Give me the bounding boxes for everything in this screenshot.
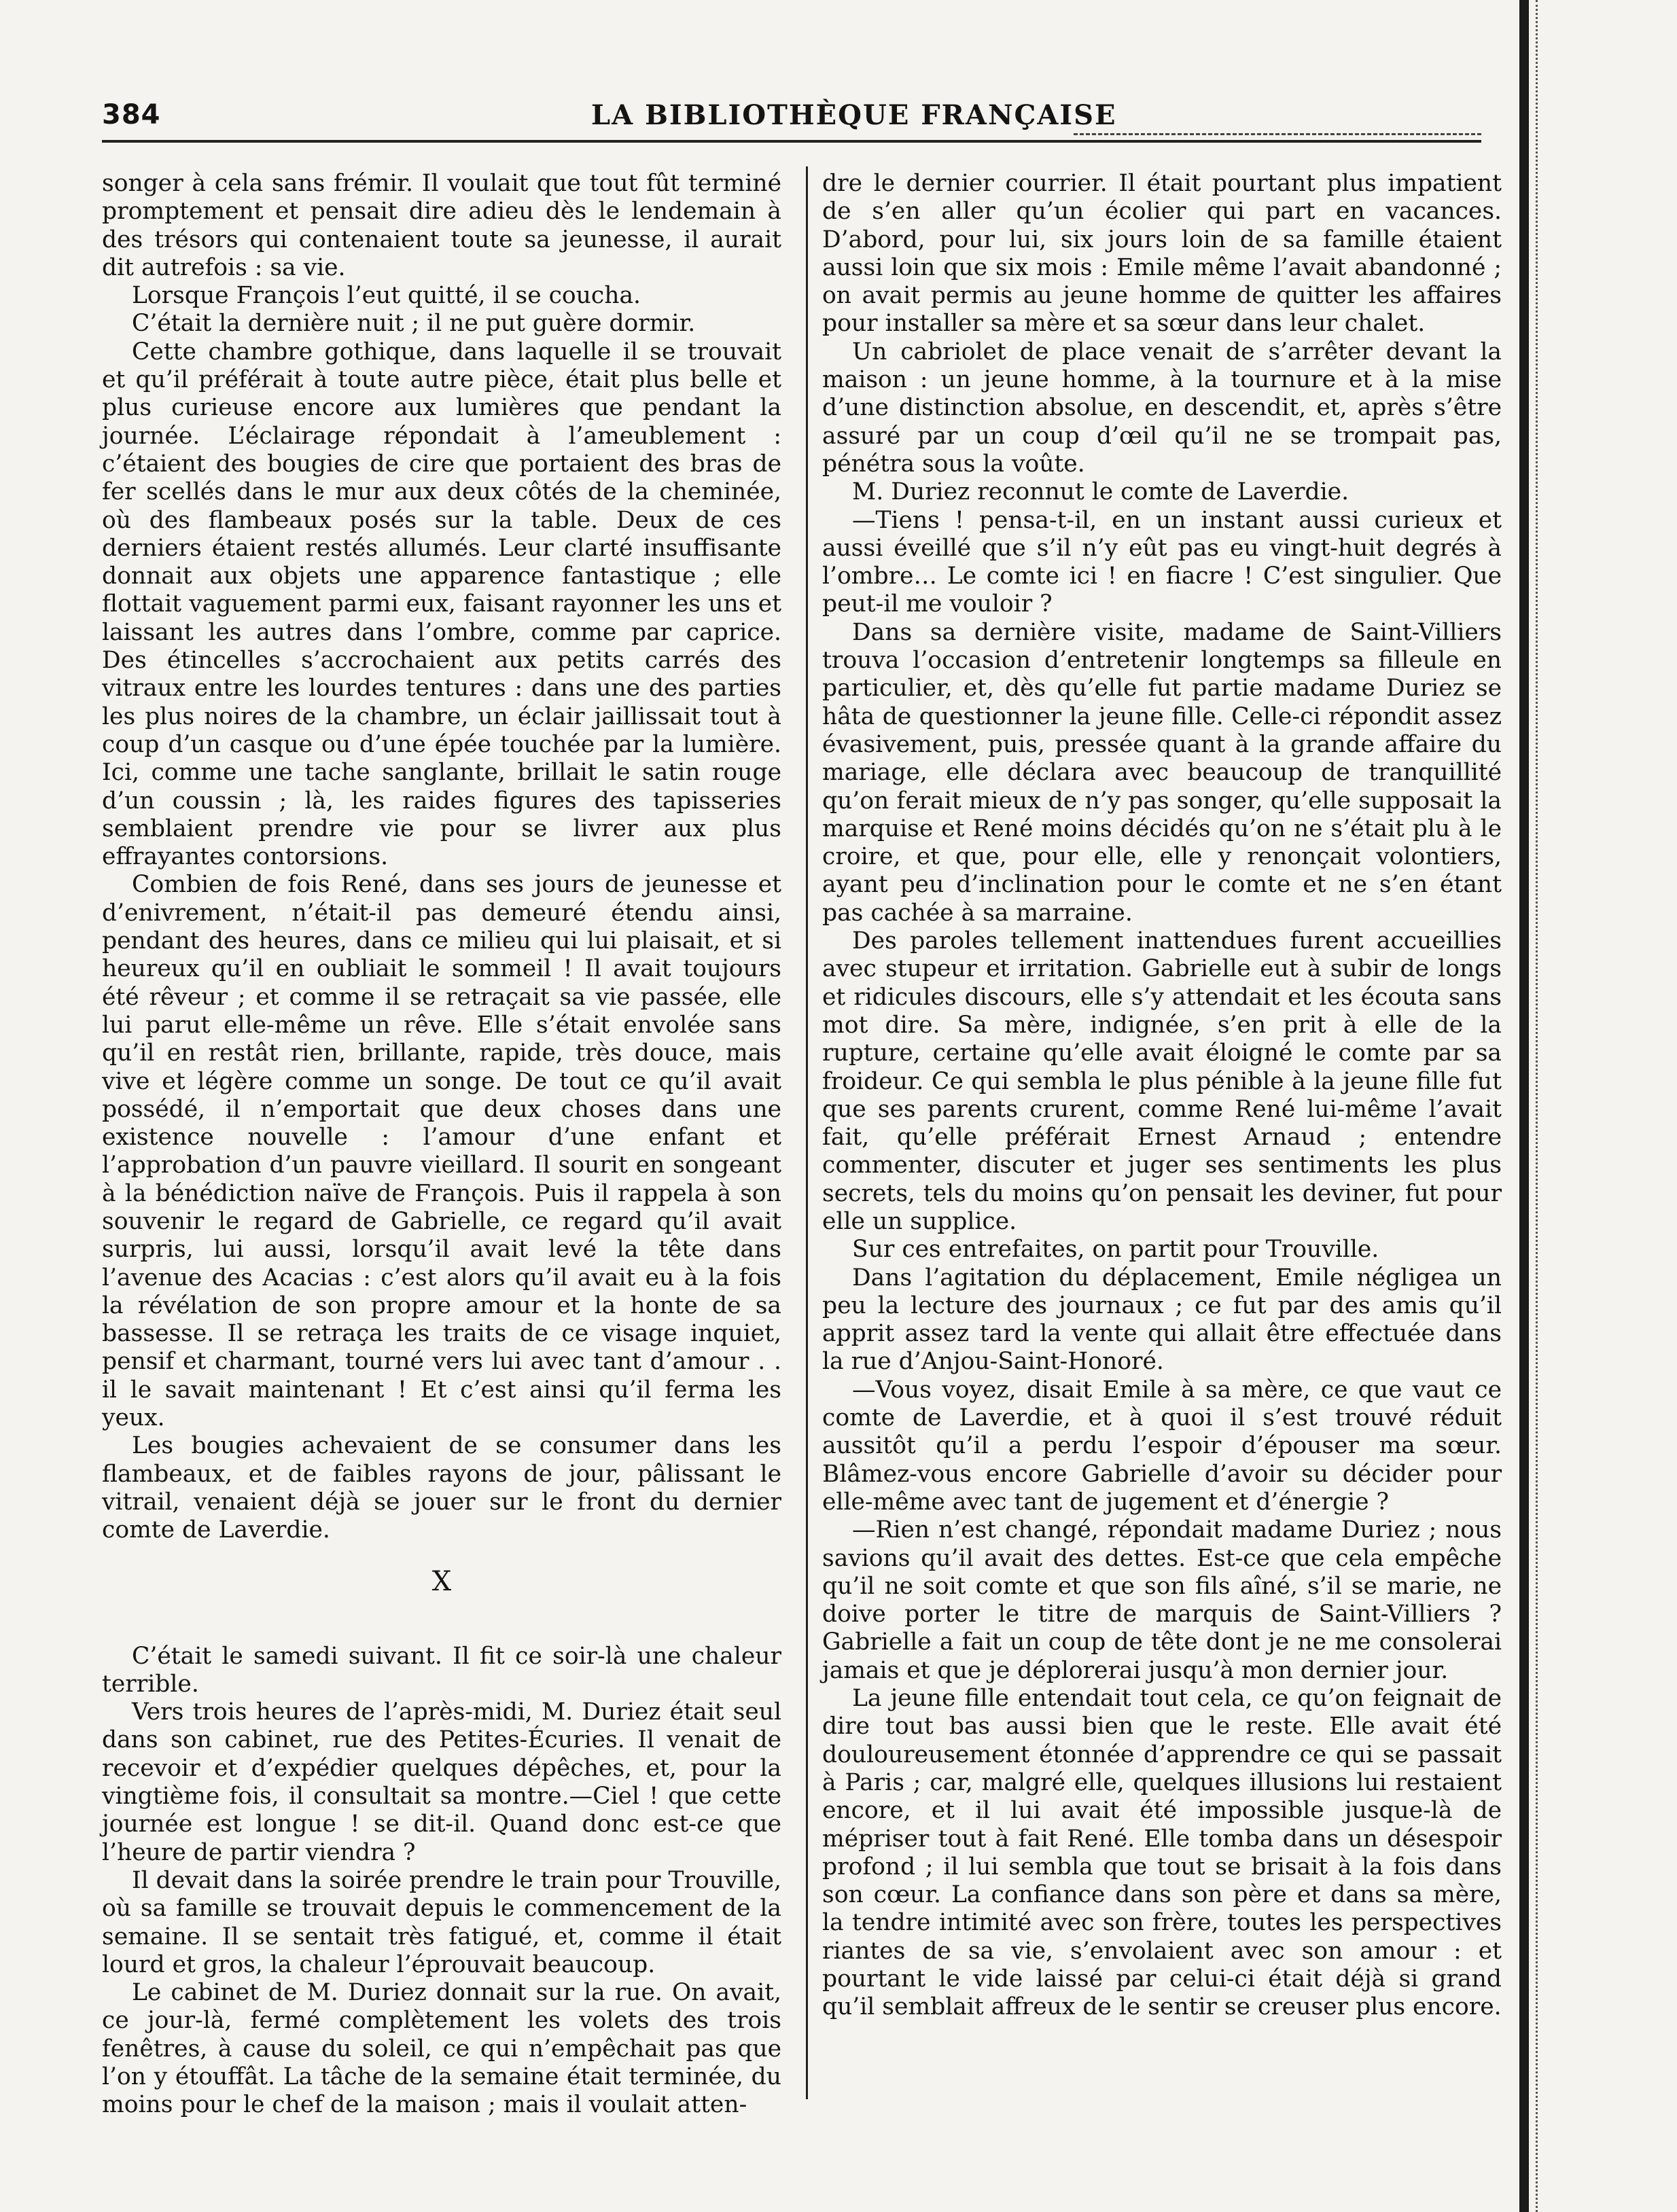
paragraph: Un cabriolet de place venait de s’arrêter devant la maison : un jeune homme, à la tournure et à la mise d’une distinction absolue, en descendit, et, après s’être assuré par un coup d’œil qu’il ne se trompait pas, pénétra sous la voûte.: [822, 338, 1502, 478]
paragraph: Les bougies achevaient de se consumer dans les flambeaux, et de faibles rayons de jour, pâlissant le vitrail, venaient déjà se jouer sur le front du dernier comte de Laverdie.: [102, 1432, 781, 1544]
binding-edge-dotted: [1536, 0, 1538, 2212]
page-header: [102, 99, 1481, 135]
paragraph: Lorsque François l’eut quitté, il se coucha.: [132, 282, 641, 310]
paragraph: C’était le samedi suivant. Il fit ce soir-là une chaleur terrible.: [102, 1642, 781, 1698]
paragraph: songer à cela sans frémir. Il voulait que tout fût terminé promptement et pensait dire adieu dès le lendemain à des trésors qui contenaient toute sa jeunesse, il aurait dit autrefois : sa vie.: [102, 170, 781, 281]
paragraph: Des paroles tellement inattendues furent accueillies avec stupeur et irritation. Gabrielle eut à subir de longs et ridicules discours, elle s’y attendait et les écouta sans mot dire. Sa mère, indignée, s’en prit à elle de la rupture, certaine qu’elle avait éloigné le comte par sa froideur. Ce qui sembla le plus pénible à la jeune fille fut que ses parents crurent, comme René lui-même l’avait fait, qu’elle préférait Ernest Arnaud ; entendre commenter, discuter et juger ses sentiments les plus secrets, tels du moins qu’on pensait les deviner, fut pour elle un supplice.: [822, 927, 1502, 1235]
paragraph: Cette chambre gothique, dans laquelle il se trouvait et qu’il préférait à toute autre pièce, était plus belle et plus curieuse encore aux lumières que pendant la journée. L’éclairage répondait à l’ameublement : c’étaient des bougies de cire que portaient des bras de fer scellés dans le mur aux deux côtés de la cheminée, où des flambeaux posés sur la table. Deux de ces derniers étaient restés allumés. Leur clarté insuffisante donnait aux objets une apparence fantastique ; elle flottait vaguement parmi eux, faisant rayonner les uns et laissant les autres dans l’ombre, comme par caprice. Des étincelles s’accrochaient aux petits carrés des vitraux entre les lourdes tentures : dans une des parties les plus noires de la chambre, un éclair jaillissait tout à coup d’un casque ou d’une épée touchée par la lumière. Ici, comme une tache sanglante, brillait le satin rouge d’un coussin ; là, les raides figures des tapisseries semblaient prendre vie pour se livrer aux plus effrayantes contorsions.: [102, 338, 781, 871]
header-rule-dashed: [1074, 133, 1481, 135]
paragraph: La jeune fille entendait tout cela, ce qu’on feignait de dire tout bas aussi bien que le reste. Elle avait été douloureusement étonnée d’apprendre ce qui se passait à Paris ; car, malgré elle, quelques illusions lui restaient encore, et il lui avait été impossible jusque-là de mépriser tout à fait René. Elle tomba dans un désespoir profond ; il lui sembla que tout se brisait à la fois dans son cœur. La confiance dans son père et dans sa mère, la tendre intimité avec son frère, toutes les perspectives riantes de sa vie, s’envolaient avec son amour : et pourtant le vide laissé par celui-ci était déjà si grand qu’il semblait affreux de le sentir se creuser plus encore.: [822, 1685, 1502, 2021]
paragraph: —Vous voyez, disait Emile à sa mère, ce que vaut ce comte de Laverdie, et à quoi il s’est trouvé réduit aussitôt qu’il a perdu l’espoir d’épouser ma sœur. Blâmez-vous encore Gabrielle d’avoir su décider pour elle-même avec tant de jugement et d’énergie ?: [822, 1376, 1502, 1516]
paragraph: Dans l’agitation du déplacement, Emile négligea un peu la lecture des journaux ; ce fut par des amis qu’il apprit assez tard la vente qui allait être effectuée dans la rue d’Anjou-Saint-Honoré.: [822, 1264, 1502, 1376]
paragraph: dre le dernier courrier. Il était pourtant plus impatient de s’en aller qu’un écolier qui part en vacances. D’abord, pour lui, six jours loin de sa famille étaient aussi loin que six mois : Emile même l’avait abandonné ; on avait permis au jeune homme de quitter les affaires pour installer sa mère et sa sœur dans leur chalet.: [822, 170, 1502, 338]
column-divider: [806, 166, 808, 2099]
header-rule: [102, 140, 1481, 143]
paragraph: Le cabinet de M. Duriez donnait sur la rue. On avait, ce jour-là, fermé complètement les volets des trois fenêtres, à cause du soleil, ce qui n’empêchait pas que l’on y étouffât. La tâche de la semaine était terminée, du moins pour le chef de la maison ; mais il voulait atten-: [102, 1979, 781, 2119]
paragraph: Dans sa dernière visite, madame de Saint-Villiers trouva l’occasion d’entretenir longtemps sa filleule en particulier, et, dès qu’elle fut partie madame Duriez se hâta de questionner la jeune fille. Celle-ci répondit assez évasivement, puis, pressée quant à la grande affaire du mariage, elle déclara avec beaucoup de tranquillité qu’on ferait mieux de n’y pas songer, qu’elle supposait la marquise et René moins décidés qu’on ne s’était plu à le croire, et que, pour elle, elle y renonçait volontiers, ayant peu d’inclination pour le comte et ne s’en étant pas cachée à sa marraine.: [822, 618, 1502, 927]
page-number: 384: [102, 99, 161, 130]
paragraph: Combien de fois René, dans ses jours de jeunesse et d’enivrement, n’était-il pas demeuré étendu ainsi, pendant des heures, dans ce milieu qui lui plaisait, et si heureux qu’il en oubliait le sommeil ! Il avait toujours été rêveur ; et comme il se retraçait sa vie passée, elle lui parut elle-même un rêve. Elle s’était envolée sans qu’il en restât rien, brillante, rapide, très douce, mais vive et légère comme un songe. De tout ce qu’il avait possédé, il n’emportait que deux choses dans une existence nouvelle : l’amour d’une enfant et l’approbation d’un pauvre vieillard. Il sourit en songeant à la bénédiction naïve de François. Puis il rappela à son souvenir le regard de Gabrielle, ce regard qu’il avait surpris, lui aussi, lorsqu’il avait levé la tête dans l’avenue des Acacias : c’est alors qu’il avait eu à la fois la révélation de son propre amour et la honte de sa bassesse. Il se retraça les traits de ce visage inquiet, pensif et charmant, tourné vers lui avec tant d’amour . . il le savait maintenant ! Et c’est ainsi qu’il ferma les yeux.: [102, 871, 781, 1432]
paragraph: —Rien n’est changé, répondait madame Duriez ; nous savions qu’il avait des dettes. Est-ce que cela empêche qu’il ne soit comte et que son fils aîné, s’il se marie, ne doive porter le titre de marquis de Saint-Villiers ? Gabrielle a fait un coup de tête dont je ne me consolerai jamais et que je déplorerai jusqu’à mon dernier jour.: [822, 1516, 1502, 1684]
paragraph: —Tiens ! pensa-t-il, en un instant aussi curieux et aussi éveillé que s’il n’y eût pas eu vingt-huit degrés à l’ombre… Le comte ici ! en fiacre ! C’est singulier. Que peut-il me vouloir ?: [822, 506, 1502, 618]
chapter-heading: X: [431, 1565, 452, 1597]
paragraph: C’était la dernière nuit ; il ne put guère dormir.: [132, 310, 696, 338]
binding-edge: [1519, 0, 1529, 2212]
paragraph: M. Duriez reconnut le comte de Laverdie.: [852, 478, 1349, 506]
paragraph: Vers trois heures de l’après-midi, M. Duriez était seul dans son cabinet, rue des Petites-Écuries. Il venait de recevoir et d’expédier quelques dépêches, et, pour la vingtième fois, il consultait sa montre.—Ciel ! que cette journée est longue ! se dit-il. Quand donc est-ce que l’heure de partir viendra ?: [102, 1698, 781, 1866]
paragraph: Il devait dans la soirée prendre le train pour Trouville, où sa famille se trouvait depuis le commencement de la semaine. Il se sentait très fatigué, et, comme il était lourd et gros, la chaleur l’éprouvait beaucoup.: [102, 1866, 781, 1978]
running-title: LA BIBLIOTHÈQUE FRANÇAISE: [591, 99, 1117, 131]
paragraph: Sur ces entrefaites, on partit pour Trouville.: [852, 1236, 1379, 1264]
right-column: [822, 170, 1502, 2022]
left-column: [102, 170, 781, 2120]
